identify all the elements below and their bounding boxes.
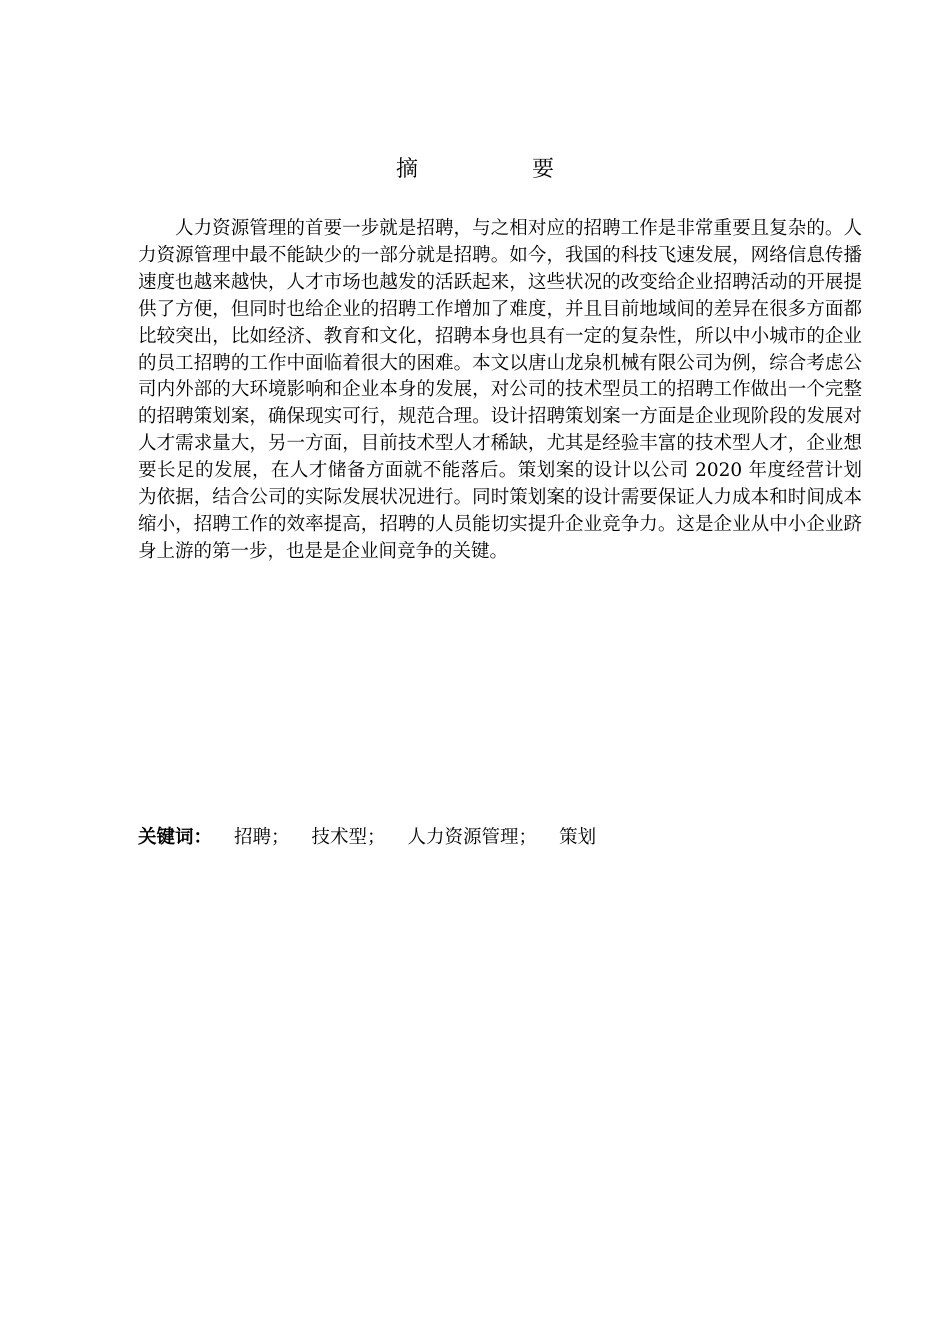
keyword-item: 技术型； bbox=[311, 827, 386, 848]
abstract-title: 摘 要 bbox=[395, 157, 600, 182]
keywords-line bbox=[138, 824, 862, 852]
keywords-label: 关键词： bbox=[138, 827, 213, 848]
keyword-item: 人力资源管理； bbox=[407, 827, 538, 848]
keyword-item: 策划 bbox=[559, 827, 597, 848]
keyword-item: 招聘； bbox=[234, 827, 290, 848]
abstract-body: 人力资源管理的首要一步就是招聘，与之相对应的招聘工作是非常重要且复杂的。人力资源管理中最不能缺少的一部分就是招聘。如今，我国的科技飞速发展，网络信息传播速度也越来越快，人才市场也越发的活跃起来，这些状况的改变给企业招聘活动的开展提供了方便，但同时也给企业的招聘工作增加了难度，并且目前地域间的差异在很多方面都比较突出，比如经济、教育和文化，招聘本身也具有一定的复杂性，所以中小城市的企业的员工招聘的工作中面临着很大的困难。本文以唐山龙泉机械有限公司为例，综合考虑公司内外部的大环境影响和企业本身的发展，对公司的技术型员工的招聘工作做出一个完整的招聘策划案，确保现实可行，规范合理。设计招聘策划案一方面是企业现阶段的发展对人才需求量大，另一方面，目前技术型人才稀缺，尤其是经验丰富的技术型人才，企业想要长足的发展，在人才储备方面就不能落后。策划案的设计以公司 2020 年度经营计划为依据，结合公司的实际发展状况进行。同时策划案的设计需要保证人力成本和时间成本缩小，招聘工作的效率提高，招聘的人员能切实提升企业竞争力。这是企业从中小企业跻身上游的第一步，也是是企业间竞争的关键。 bbox=[138, 218, 862, 562]
